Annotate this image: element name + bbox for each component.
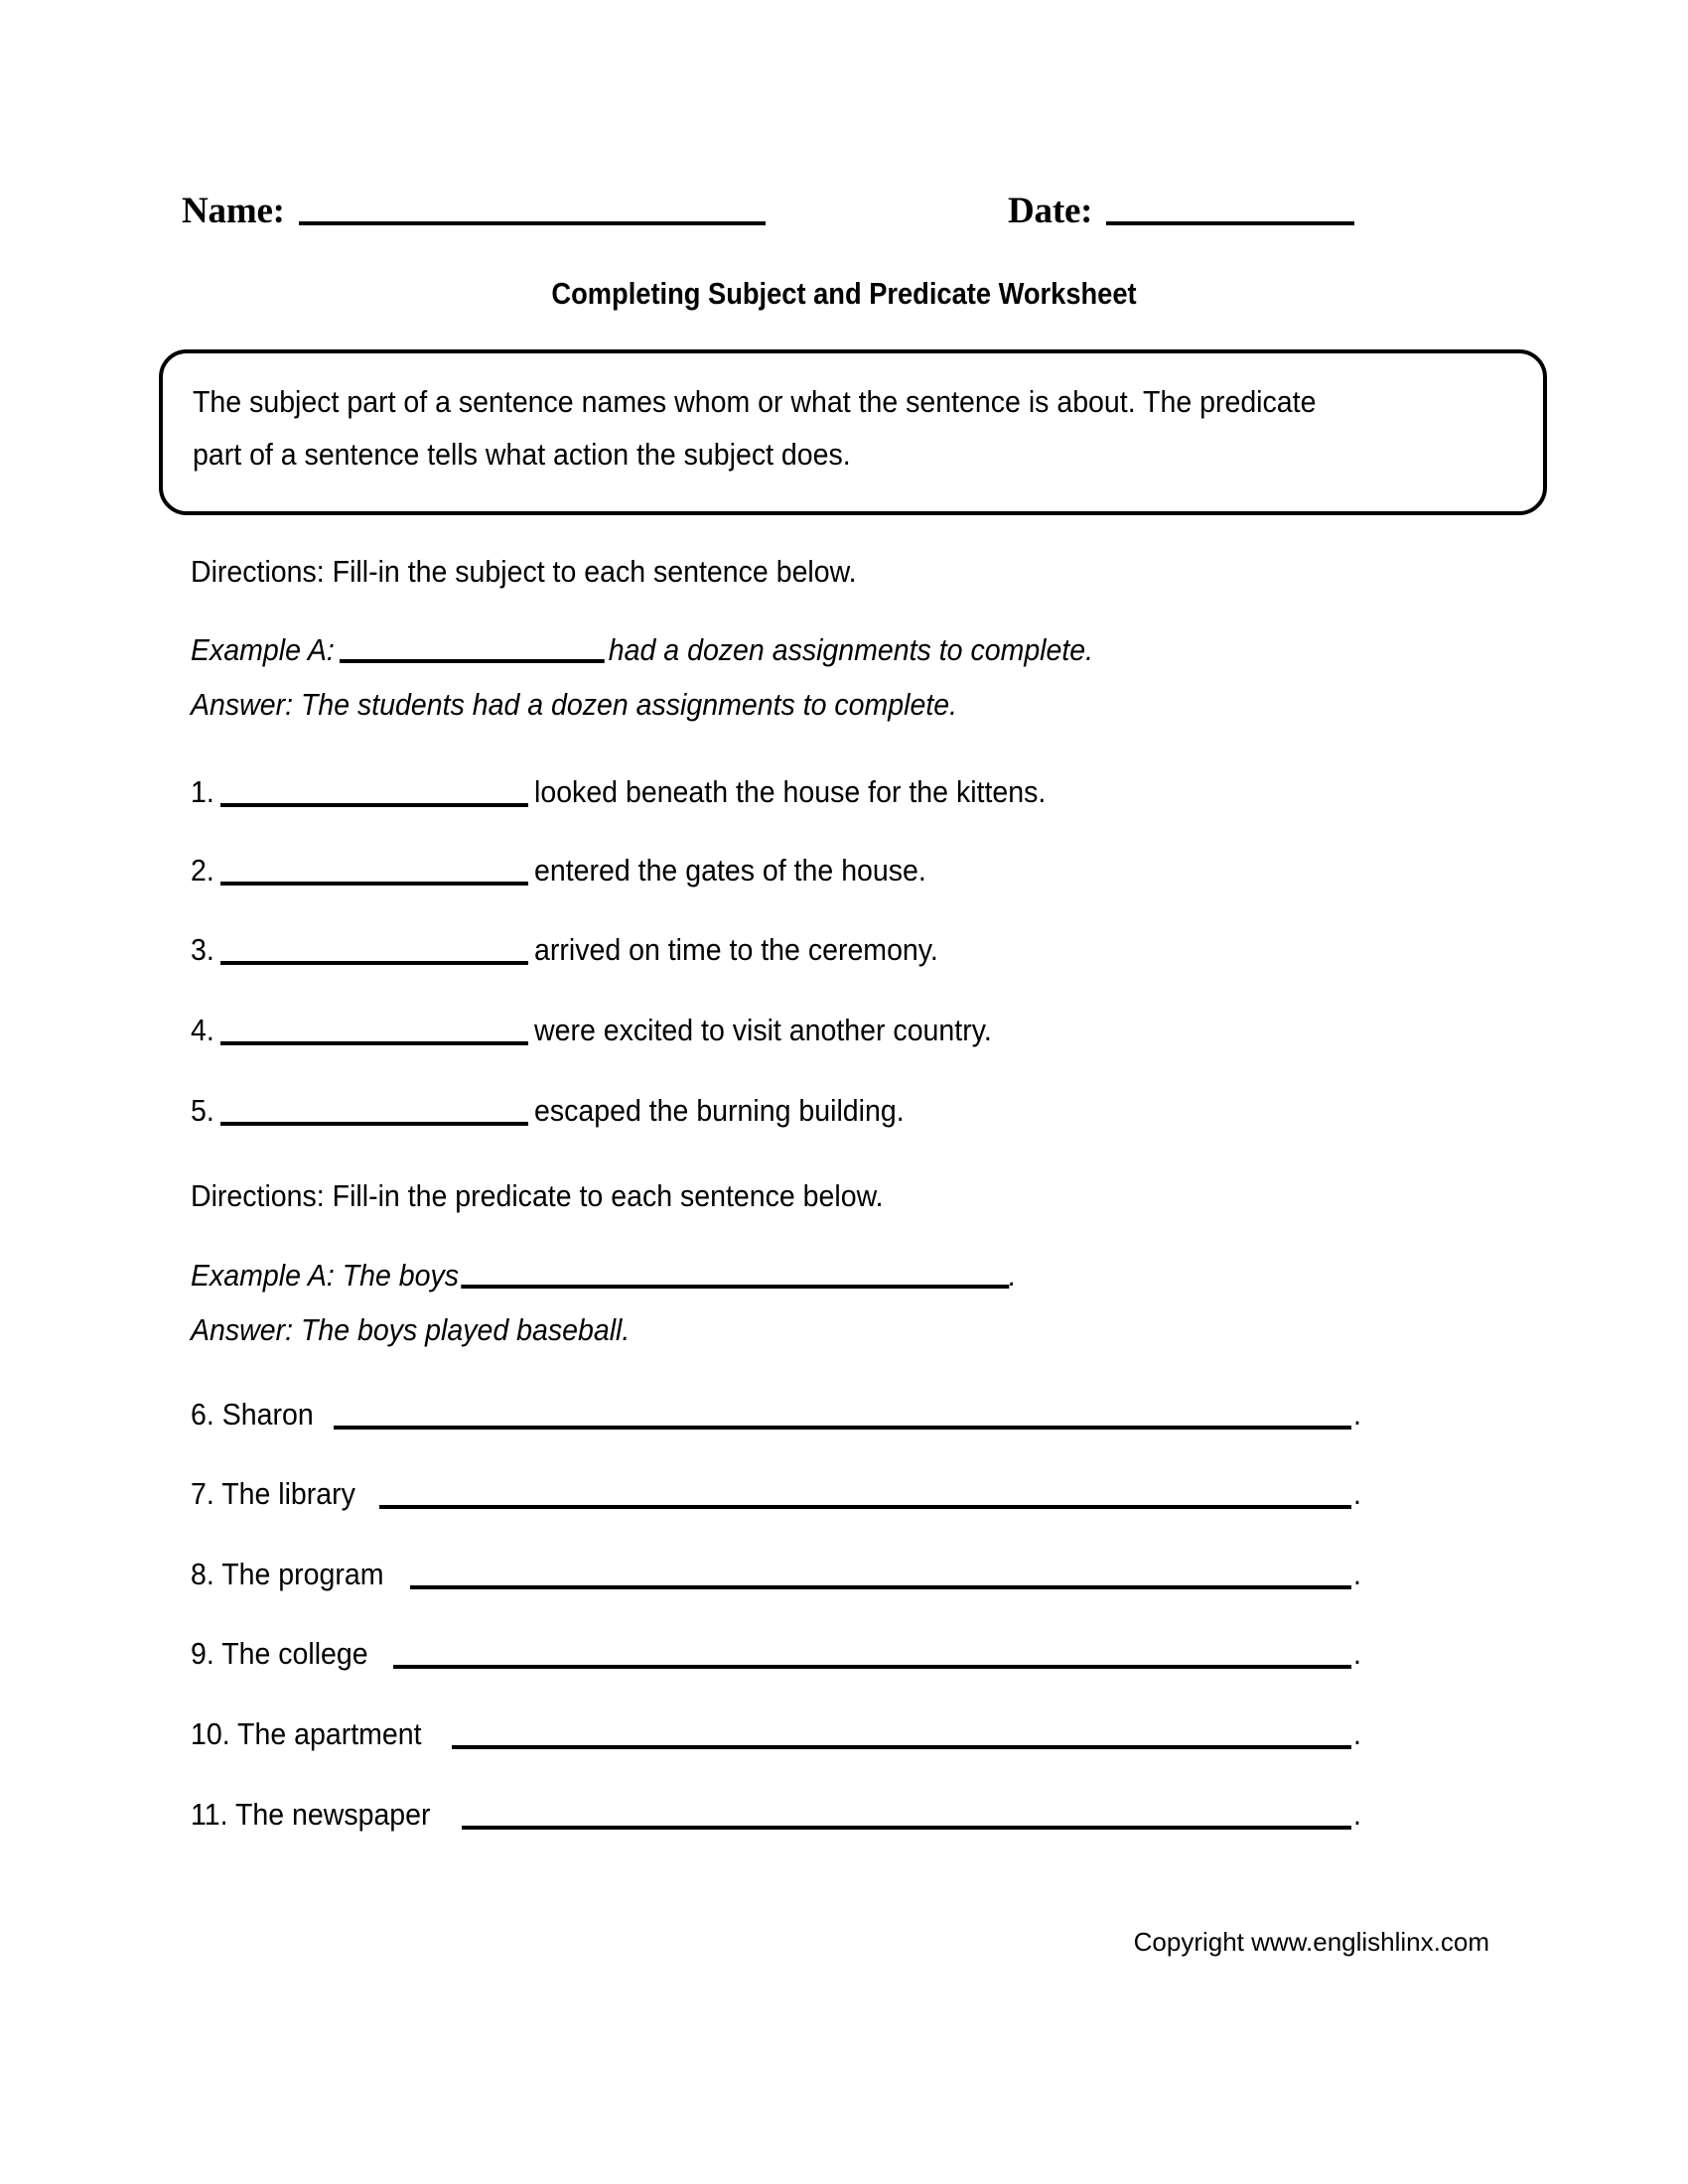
question-row[interactable] bbox=[191, 1795, 1362, 1835]
question-period: . bbox=[1353, 1476, 1362, 1511]
question-subject: 11. The newspaper bbox=[191, 1797, 431, 1832]
answer-blank[interactable] bbox=[452, 1745, 1352, 1749]
example-subject-prefix: Example A: bbox=[191, 632, 335, 667]
definition-text: The subject part of a sentence names whom or what the sentence is about. The predicate part of a sentence tells what action the subject does. bbox=[193, 384, 1317, 472]
answer-subject: Answer: The students had a dozen assignments to complete. bbox=[191, 687, 958, 722]
directions-subject: Directions: Fill-in the subject to each sentence below. bbox=[191, 554, 857, 589]
page-title: Completing Subject and Predicate Worksheet bbox=[551, 276, 1137, 311]
question-sentence: were excited to visit another country. bbox=[533, 1013, 992, 1047]
question-row[interactable] bbox=[191, 772, 1090, 812]
answer-blank[interactable] bbox=[220, 882, 528, 886]
answer-blank[interactable] bbox=[393, 1665, 1351, 1669]
question-row[interactable] bbox=[191, 1011, 1032, 1050]
copyright-footer: Copyright www.englishlinx.com bbox=[1133, 1927, 1489, 1957]
answer-blank[interactable] bbox=[379, 1505, 1351, 1509]
question-number: 2. bbox=[191, 853, 214, 887]
question-period: . bbox=[1353, 1557, 1362, 1591]
example-subject-suffix: had a dozen assignments to complete. bbox=[608, 632, 1094, 667]
example-predicate bbox=[191, 1256, 1017, 1296]
answer-blank[interactable] bbox=[220, 1041, 528, 1045]
question-row[interactable] bbox=[191, 1634, 1362, 1674]
example-predicate-prefix: Example A: The boys bbox=[191, 1258, 460, 1293]
question-row[interactable] bbox=[191, 930, 973, 970]
worksheet-header bbox=[182, 192, 1502, 241]
answer-blank[interactable] bbox=[410, 1585, 1351, 1589]
question-number: 5. bbox=[191, 1093, 214, 1128]
question-number: 4. bbox=[191, 1013, 214, 1047]
question-subject: 9. The college bbox=[191, 1636, 368, 1671]
example-subject-blank bbox=[340, 659, 605, 663]
name-input-rule[interactable] bbox=[299, 221, 766, 225]
example-predicate-blank bbox=[461, 1285, 1009, 1289]
question-subject: 6. Sharon bbox=[191, 1397, 314, 1432]
answer-blank[interactable] bbox=[462, 1826, 1352, 1830]
question-period: . bbox=[1353, 1397, 1362, 1432]
directions-predicate: Directions: Fill-in the predicate to each sentence below. bbox=[191, 1178, 884, 1213]
question-subject: 7. The library bbox=[191, 1476, 355, 1511]
question-period: . bbox=[1353, 1716, 1362, 1751]
question-sentence: arrived on time to the ceremony. bbox=[533, 932, 938, 967]
date-label: Date: bbox=[1008, 191, 1093, 231]
question-period: . bbox=[1353, 1797, 1362, 1832]
question-number: 3. bbox=[191, 932, 214, 967]
answer-blank[interactable] bbox=[220, 803, 528, 807]
name-field[interactable] bbox=[182, 192, 766, 231]
question-number: 1. bbox=[191, 774, 214, 809]
question-subject: 10. The apartment bbox=[191, 1716, 422, 1751]
answer-predicate: Answer: The boys played baseball. bbox=[191, 1312, 631, 1347]
question-sentence: escaped the burning building. bbox=[533, 1093, 905, 1128]
name-label: Name: bbox=[182, 191, 285, 231]
question-subject: 8. The program bbox=[191, 1557, 384, 1591]
answer-blank[interactable] bbox=[334, 1426, 1351, 1430]
question-sentence: looked beneath the house for the kittens. bbox=[533, 774, 1047, 809]
question-sentence: entered the gates of the house. bbox=[533, 853, 926, 887]
definition-box bbox=[159, 349, 1547, 515]
example-subject bbox=[191, 630, 1093, 670]
answer-blank[interactable] bbox=[220, 961, 528, 965]
date-field[interactable] bbox=[1008, 192, 1354, 231]
question-row[interactable] bbox=[191, 1714, 1362, 1754]
example-predicate-suffix: . bbox=[1008, 1258, 1017, 1293]
question-row[interactable] bbox=[191, 1474, 1362, 1514]
question-period: . bbox=[1353, 1636, 1362, 1671]
date-input-rule[interactable] bbox=[1106, 221, 1354, 225]
answer-blank[interactable] bbox=[220, 1122, 528, 1126]
question-row[interactable] bbox=[191, 1395, 1362, 1434]
question-row[interactable] bbox=[191, 1091, 936, 1131]
question-row[interactable] bbox=[191, 851, 960, 890]
question-row[interactable] bbox=[191, 1555, 1362, 1594]
